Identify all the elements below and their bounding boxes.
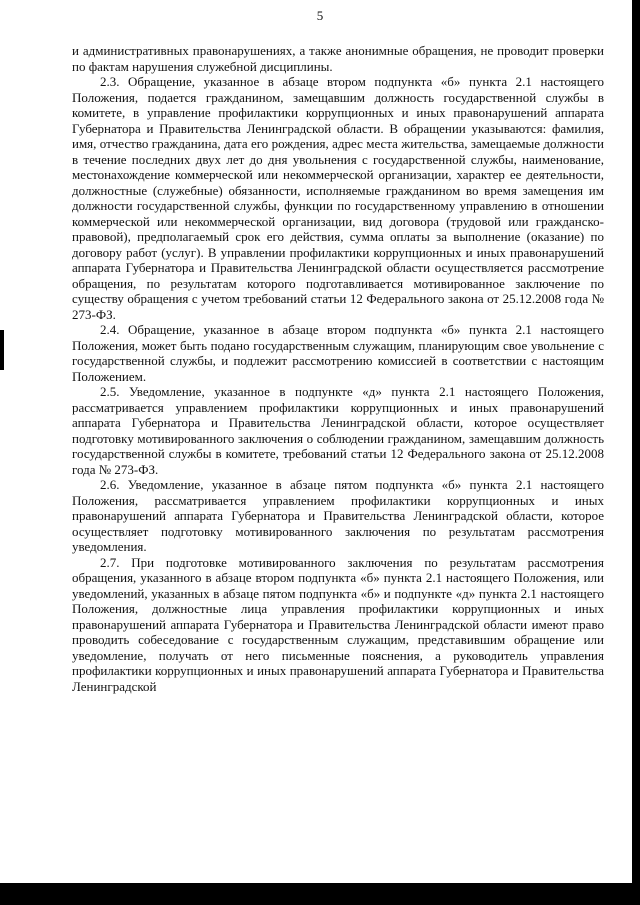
paragraph-2-4: 2.4. Обращение, указанное в абзаце втором подпункта «б» пункта 2.1 настоящего Положения, может быть подано государственным служащим, планирующим свое увольнение с государственной службы, и подлежит рассмотрению комиссией в соответствии с настоящим Положением. — [72, 322, 604, 384]
paragraph-2-3: 2.3. Обращение, указанное в абзаце втором подпункта «б» пункта 2.1 настоящего Положения, подается гражданином, замещавшим должность государственной службы в комитете, в управление профилактики коррупционных и иных правонарушений аппарата Губернатора и Правительства Ленинградской области. В обращении указываются: фамилия, имя, отчество гражданина, дата его рождения, адрес места жительства, замещаемые должности в течение последних двух лет до дня увольнения с государственной службы, наименование, местонахождение коммерческой или некоммерческой организации, характер ее деятельности, должностные (служебные) обязанности, исполняемые гражданином во время замещения им должности государственной службы, функции по государственному управлению в отношении коммерческой или некоммерческой организации, вид договора (трудовой или гражданско-правовой), предполагаемый срок его действия, сумма оплаты за выполнение (оказание) по договору работ (услуг). В управлении профилактики коррупционных и иных правонарушений аппарата Губернатора и Правительства Ленинградской области осуществляется рассмотрение обращения, по результатам которого подготавливается мотивированное заключение по существу обращения с учетом требований статьи 12 Федерального закона от 25.12.2008 года № 273-ФЗ. — [72, 74, 604, 322]
scan-left-mark — [0, 330, 4, 370]
paragraph-2-6: 2.6. Уведомление, указанное в абзаце пятом подпункта «б» пункта 2.1 настоящего Положения, рассматривается управлением профилактики коррупционных и иных правонарушений аппарата Губернатора и Правительства Ленинградской области, которое осуществляет подготовку мотивированного заключения по результатам рассмотрения уведомления. — [72, 477, 604, 554]
scan-right-border — [632, 0, 640, 905]
document-body — [72, 43, 604, 694]
page-number: 5 — [316, 8, 324, 23]
paragraph-continuation: и административных правонарушениях, а также анонимные обращения, не проводит проверки по фактам нарушения служебной дисциплины. — [72, 43, 604, 74]
paragraph-2-7: 2.7. При подготовке мотивированного заключения по результатам рассмотрения обращения, указанного в абзаце втором подпункта «б» пункта 2.1 настоящего Положения, или уведомлений, указанных в абзаце пятом подпункта «б» и подпункте «д» пункта 2.1 настоящего Положения, должностные лица управления профилактики коррупционных и иных правонарушений аппарата Губернатора и Правительства Ленинградской области имеют право проводить собеседование с государственным служащим, представившим обращение или уведомление, получать от него письменные пояснения, а руководитель управления профилактики коррупционных и иных правонарушений аппарата Губернатора и Правительства Ленинградской — [72, 554, 604, 694]
paragraph-2-5: 2.5. Уведомление, указанное в подпункте «д» пункта 2.1 настоящего Положения, рассматривается управлением профилактики коррупционных и иных правонарушений аппарата Губернатора и Правительства Ленинградской области, которое осуществляет подготовку мотивированного заключения о соблюдении гражданином, замещавшим должность государственной службы в комитете, требований статьи 12 Федерального закона от 25.12.2008 года № 273-ФЗ. — [72, 384, 604, 477]
scan-bottom-border — [0, 883, 640, 905]
